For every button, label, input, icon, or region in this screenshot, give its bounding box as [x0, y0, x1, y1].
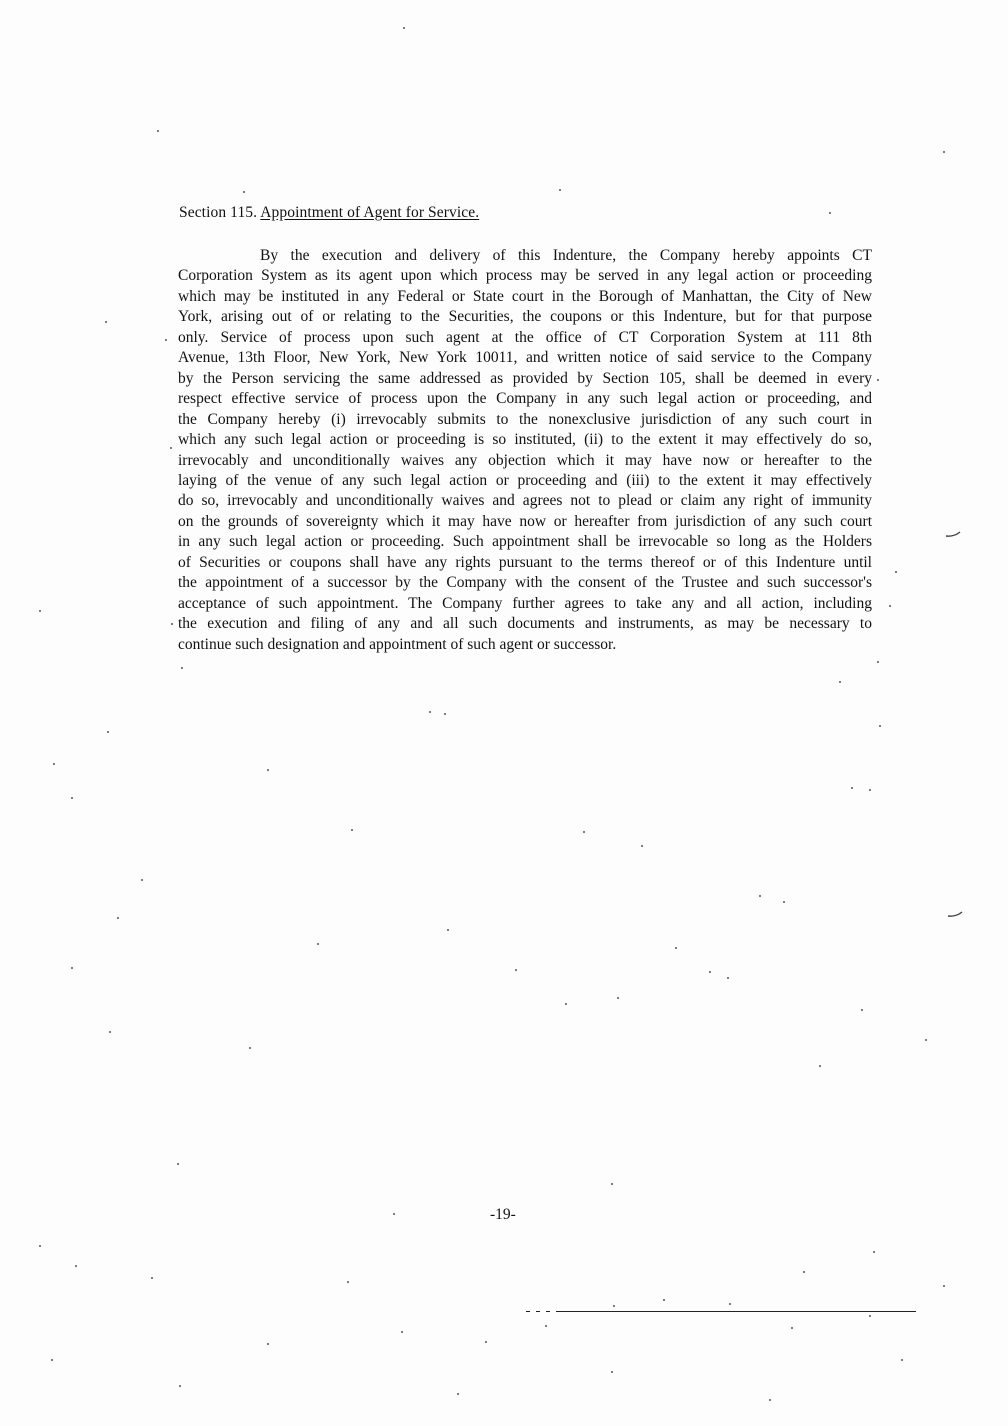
paragraph-line: of Securities or coupons shall have any rights pursuant to the terms thereof or of this Indenture until [178, 553, 872, 571]
paragraph-line: continue such designation and appointment of such agent or successor. [178, 635, 617, 653]
paragraph-line: in any such legal action or proceeding. Such appointment shall be irrevocable so long as the Holders [178, 533, 872, 551]
scan-artifact-dash [520, 1311, 556, 1313]
paragraph-line: the execution and filing of any and all such documents and instruments, as may be necessary to [178, 615, 872, 633]
paragraph-line: respect effective service of process upon the Company in any such legal action or proceeding, and [178, 390, 872, 408]
page-number: -19- [490, 1206, 516, 1223]
paragraph-line: By the execution and delivery of this Indenture, the Company hereby appoints CT [260, 247, 872, 264]
paragraph-line: Avenue, 13th Floor, New York, New York 10011, and written notice of said service to the Company [178, 349, 872, 367]
paragraph-line: which any such legal action or proceeding is so instituted, (ii) to the extent it may effectively do so, [178, 431, 872, 449]
section-heading [179, 204, 479, 222]
section-number: Section 115. [179, 204, 258, 221]
paragraph-line: by the Person servicing the same addressed as provided by Section 105, shall be deemed in every [178, 369, 872, 387]
paragraph-line: only. Service of process upon such agent at the office of CT Corporation System at 111 8th [178, 328, 872, 346]
paragraph-line: the Company hereby (i) irrevocably submits to the nonexclusive jurisdiction of any such court in [178, 410, 872, 428]
paragraph-line: which may be instituted in any Federal or State court in the Borough of Manhattan, the City of New [178, 287, 872, 305]
paragraph-line: the appointment of a successor by the Company with the consent of the Trustee and such successor's [178, 574, 872, 592]
paragraph-line: irrevocably and unconditionally waives any objection which it may have now or hereafter to the [178, 451, 872, 469]
paragraph-line: acceptance of such appointment. The Company further agrees to take any and all action, including [178, 594, 872, 612]
section-title: Appointment of Agent for Service. [260, 204, 480, 221]
scan-artifact-rule [520, 1311, 916, 1312]
paragraph-line: do so, irrevocably and unconditionally waives and agrees not to plead or claim any right of immunity [178, 492, 872, 510]
section-paragraph [178, 246, 872, 655]
paragraph-line: on the grounds of sovereignty which it may have now or hereafter from jurisdiction of any such court [178, 512, 872, 530]
paragraph-line: Corporation System as its agent upon which process may be served in any legal action or proceeding [178, 267, 872, 285]
paragraph-line: laying of the venue of any such legal action or proceeding and (iii) to the extent it may effectively [178, 471, 872, 489]
paragraph-line: York, arising out of or relating to the Securities, the coupons or this Indenture, but for that purpose [178, 308, 872, 326]
